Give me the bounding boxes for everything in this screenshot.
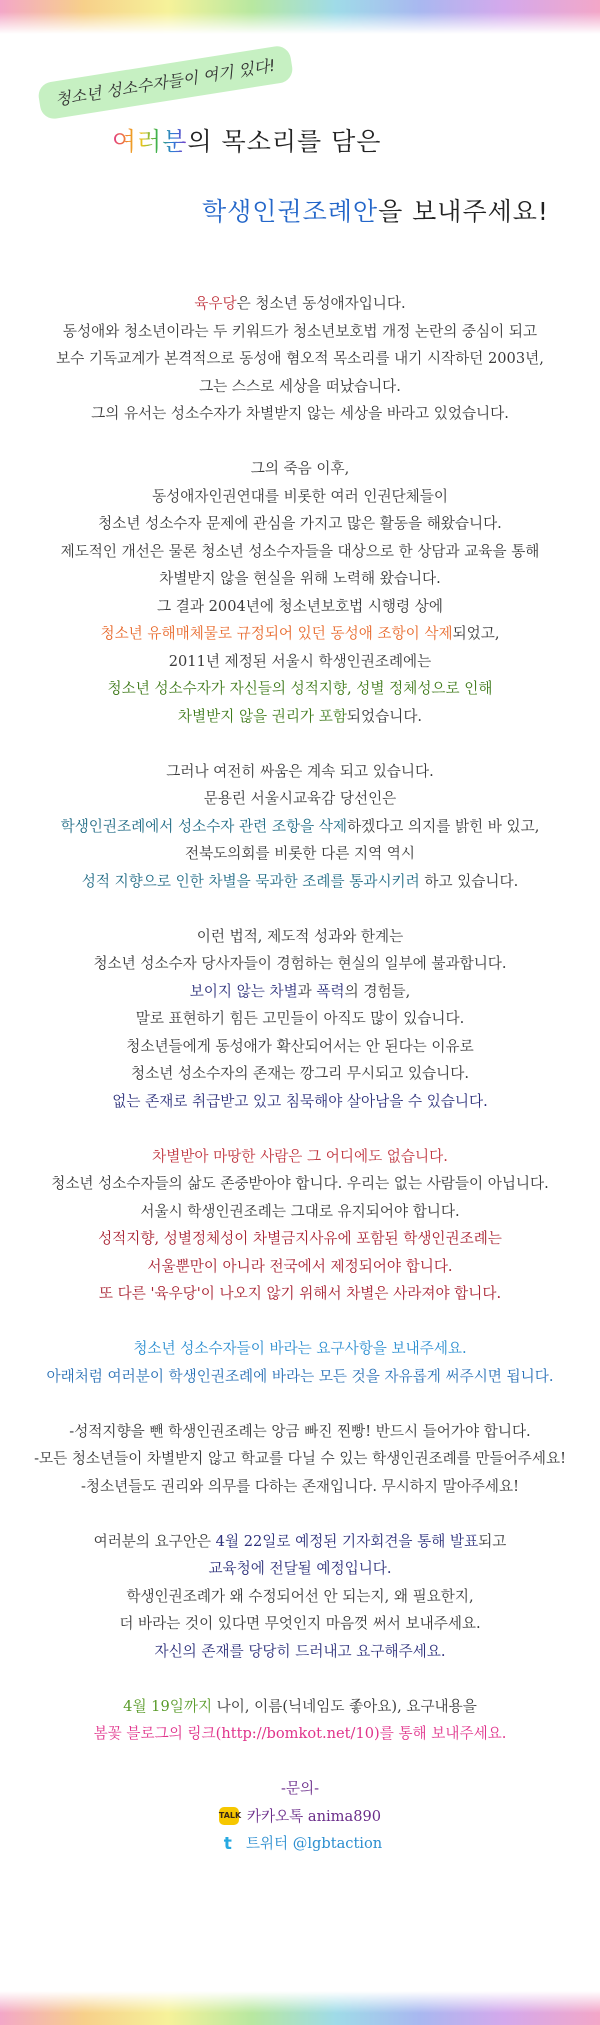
highlight-text: 보이지 않는 차별 — [189, 982, 298, 1000]
announcement-line: 학생인권조례가 왜 수정되어선 안 되는지, 왜 필요한지, — [126, 1587, 474, 1605]
plain-text: 여러분의 요구안은 — [93, 1532, 216, 1550]
history-line: 제도적인 개선은 물론 청소년 성소수자들을 대상으로 한 상담과 교육을 통해 — [60, 542, 540, 560]
submission-line — [0, 1693, 600, 1721]
announcement-section — [0, 1528, 600, 1666]
submission-section — [0, 1693, 600, 1748]
history-line: 그 결과 2004년에 청소년보호법 시행령 상에 — [157, 597, 443, 615]
name-highlight: 육우당 — [194, 295, 237, 312]
twitter-contact[interactable] — [0, 1830, 600, 1858]
intro-line — [0, 290, 600, 318]
twitter-handle: 트위터 @lgbtaction — [245, 1835, 383, 1852]
announcement-line: 더 바라는 것이 있다면 무엇인지 마음껏 써서 보내주세요. — [119, 1615, 481, 1632]
plain-text: 되고 — [478, 1532, 507, 1550]
intro-line: 그의 유서는 성소수자가 차별받지 않는 세상을 바라고 있었습니다. — [91, 405, 509, 422]
reality-line: 청소년 성소수자 당사자들이 경험하는 현실의 일부에 불과합니다. — [93, 955, 507, 972]
reality-line: 청소년들에게 동성애가 확산되어서는 안 된다는 이유로 — [126, 1037, 474, 1055]
plain-text: 의 경험들, — [344, 982, 411, 1000]
example-item: -성적지향을 뺀 학생인권조례는 앙금 빠진 찐빵! 반드시 들어가야 합니다. — [69, 1422, 531, 1440]
history-line: 청소년 성소수자가 자신들의 성적지향, 성별 정체성으로 인해 — [107, 680, 493, 697]
request-line: 청소년 성소수자들이 바라는 요구사항을 보내주세요. — [133, 1340, 467, 1357]
headline-2-highlight: 학생인권조례안 — [202, 197, 379, 226]
demand-section — [0, 1143, 600, 1308]
reality-line: 말로 표현하기 힘든 고민들이 아직도 많이 있습니다. — [135, 1010, 465, 1027]
plain-text: 되었습니다. — [346, 707, 423, 725]
plain-text: 되었고, — [452, 625, 500, 642]
headline-2 — [202, 192, 549, 228]
reality-line: 이런 법적, 제도적 성과와 한계는 — [196, 927, 404, 945]
contact-section — [0, 1775, 600, 1858]
history-line — [0, 703, 600, 731]
history-line: 동성애자인권연대를 비롯한 여러 인권단체들이 — [152, 487, 448, 505]
headline-2-rest: 을 보내주세요! — [378, 197, 549, 226]
highlight-text: 차별받지 않을 권리가 포함 — [177, 707, 347, 725]
struggle-line — [0, 868, 600, 896]
plain-text: 하겠다고 의지를 밝힌 바 있고, — [347, 817, 540, 835]
demand-line: 서울시 학생인권조례는 그대로 유지되어야 합니다. — [140, 1202, 460, 1220]
examples-section — [0, 1418, 600, 1501]
intro-line: 동성애와 청소년이라는 두 키워드가 청소년보호법 개정 논란의 중심이 되고 — [62, 322, 538, 340]
demand-line: 또 다른 '육우당'이 나오지 않기 위해서 차별은 사라져야 합니다. — [98, 1285, 502, 1302]
highlight-text: 4월 22일로 예정된 기자회견을 통해 발표 — [215, 1532, 479, 1550]
history-line: 차별받지 않을 현실을 위해 노력해 왔습니다. — [159, 570, 441, 587]
headline-1-highlight: 여러분 — [112, 127, 188, 156]
kakao-contact[interactable] — [0, 1803, 600, 1831]
announcement-line — [0, 1528, 600, 1556]
kakaotalk-icon: TALK — [219, 1807, 239, 1825]
history-line: 그의 죽음 이후, — [250, 460, 350, 477]
header — [0, 0, 600, 260]
history-line: 2011년 제정된 서울시 학생인권조례에는 — [168, 652, 432, 670]
highlight-text: 폭력 — [316, 982, 345, 1000]
deadline-highlight: 4월 19일까지 — [123, 1697, 213, 1715]
reality-section — [0, 923, 600, 1116]
history-section — [0, 455, 600, 730]
rainbow-bottom-border — [0, 1991, 600, 2025]
intro-text: 은 청소년 동성애자입니다. — [236, 295, 406, 312]
struggle-line — [0, 813, 600, 841]
highlight-text: 학생인권조례에서 성소수자 관련 조항을 삭제 — [60, 817, 348, 835]
intro-line: 보수 기독교계가 본격적으로 동성애 혐오적 목소리를 내기 시작하던 2003년, — [56, 350, 544, 367]
request-line: 아래처럼 여러분이 학생인권조례에 바라는 모든 것을 자유롭게 써주시면 됩니다. — [46, 1367, 554, 1385]
plain-text: 나이, 이름(닉네임도 좋아요), 요구내용을 — [212, 1697, 477, 1715]
headline-1-rest: 의 목소리를 담은 — [187, 127, 382, 156]
demand-line: 청소년 성소수자들의 삶도 존중받아야 합니다. 우리는 없는 사람들이 아닙니다. — [51, 1175, 549, 1192]
announcement-line: 자신의 존재를 당당히 드러내고 요구해주세요. — [154, 1642, 446, 1660]
demand-line: 서울뿐만이 아니라 전국에서 제정되어야 합니다. — [147, 1257, 453, 1275]
announcement-line: 교육청에 전달될 예정입니다. — [208, 1560, 392, 1577]
twitter-icon: t — [223, 1833, 232, 1854]
reality-line: 없는 존재로 취급받고 있고 침묵해야 살아남을 수 있습니다. — [112, 1092, 488, 1110]
intro-section — [0, 290, 600, 428]
struggle-line: 그러나 여전히 싸움은 계속 되고 있습니다. — [166, 762, 434, 780]
struggle-section — [0, 758, 600, 896]
demand-line: 성적지향, 성별정체성이 차별금지사유에 포함된 학생인권조례는 — [98, 1230, 502, 1247]
kakao-id: 카카오톡 anima890 — [246, 1807, 382, 1825]
struggle-line: 문용린 서울시교육감 당선인은 — [203, 790, 397, 807]
highlight-text: 청소년 유해매체물로 규정되어 있던 동성애 조항이 삭제 — [100, 625, 453, 642]
plain-text: 하고 있습니다. — [419, 872, 519, 890]
headline-1 — [112, 122, 381, 158]
example-item: -청소년들도 권리와 의무를 다하는 존재입니다. 무시하지 말아주세요! — [80, 1477, 519, 1495]
example-item: -모든 청소년들이 차별받지 않고 학교를 다닐 수 있는 학생인권조례를 만들어주세요! — [34, 1450, 566, 1467]
struggle-line: 전북도의회를 비롯한 다른 지역 역시 — [184, 845, 416, 862]
reality-line — [0, 978, 600, 1006]
reality-line: 청소년 성소수자의 존재는 깡그리 무시되고 있습니다. — [131, 1065, 469, 1082]
demand-line: 차별받아 마땅한 사람은 그 어디에도 없습니다. — [152, 1147, 448, 1165]
plain-text: 과 — [297, 982, 317, 1000]
intro-line: 그는 스스로 세상을 떠났습니다. — [199, 377, 401, 395]
history-line — [0, 620, 600, 648]
submission-link[interactable]: 봄꽃 블로그의 링크(http://bomkot.net/10)를 통해 보내주세요. — [93, 1725, 507, 1742]
body-text — [0, 290, 600, 1858]
highlight-text: 성적 지향으로 인한 차별을 묵과한 조례를 통과시키려 — [81, 872, 420, 890]
banner: 청소년 성소수자들이 여기 있다! — [37, 44, 294, 120]
contact-title: -문의- — [280, 1780, 320, 1797]
history-line: 청소년 성소수자 문제에 관심을 가지고 많은 활동을 해왔습니다. — [98, 515, 502, 532]
request-section — [0, 1335, 600, 1390]
